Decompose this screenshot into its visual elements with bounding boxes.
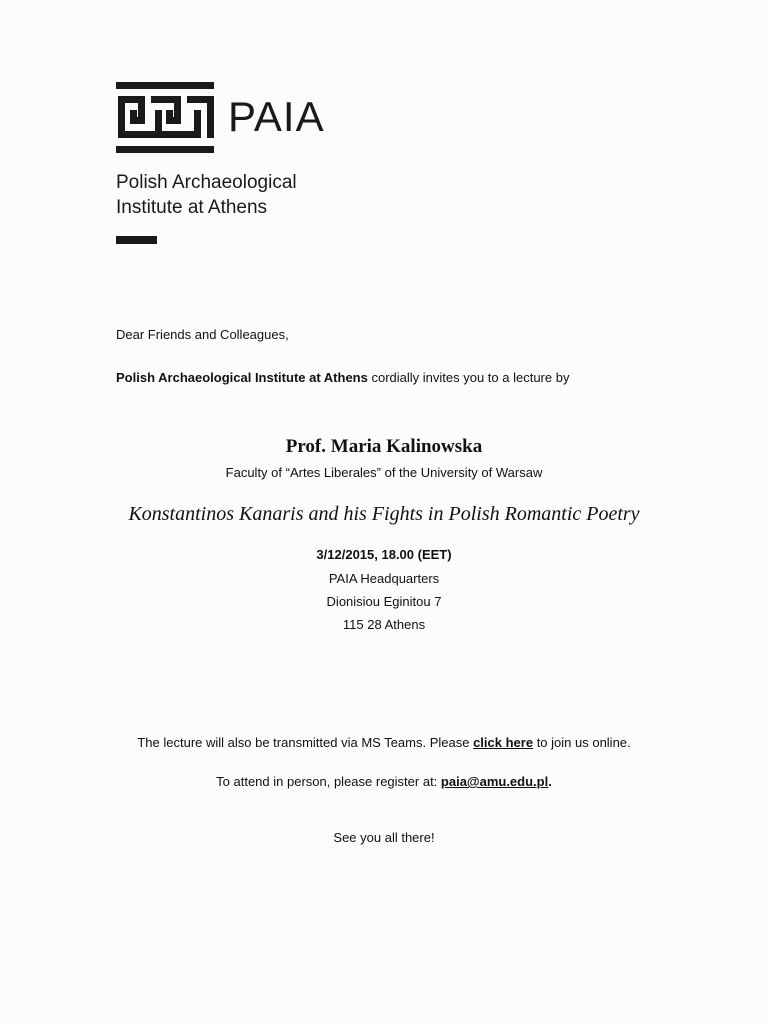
- online-info: [0, 735, 768, 751]
- logo-underline-bar: [116, 236, 157, 244]
- greeting: Dear Friends and Colleagues,: [116, 327, 289, 342]
- invitation-line: [116, 370, 569, 386]
- closing-line: See you all there!: [333, 830, 435, 845]
- register-email-link[interactable]: paia@amu.edu.pl: [440, 774, 549, 789]
- lecture-datetime: 3/12/2015, 18.00 (EET): [316, 547, 452, 562]
- invite-organization: Polish Archaeological Institute at Athens: [116, 370, 368, 385]
- venue-line-1: PAIA Headquarters: [328, 571, 440, 586]
- online-text-after: to join us online.: [533, 735, 631, 750]
- logo-acronym: PAIA: [228, 93, 325, 140]
- invite-text: cordially invites you to a lecture by: [367, 370, 570, 385]
- venue-line-3: 115 28 Athens: [342, 617, 426, 632]
- join-online-link[interactable]: click here: [473, 735, 534, 750]
- greek-key-meander-icon: [116, 82, 214, 156]
- venue-line-2: Dionisiou Eginitou 7: [326, 594, 442, 609]
- logo-institute-name: [116, 170, 297, 220]
- register-text-before: To attend in person, please register at:: [216, 774, 441, 789]
- register-text-after: .: [548, 774, 552, 789]
- logo-name-line-1: Polish Archaeological: [116, 172, 297, 193]
- register-info: [0, 774, 768, 790]
- speaker-name: Prof. Maria Kalinowska: [285, 436, 483, 457]
- logo-name-line-2: Institute at Athens: [116, 197, 268, 218]
- online-text-before: The lecture will also be transmitted via MS Teams. Please: [137, 735, 474, 750]
- speaker-affiliation: Faculty of “Artes Liberales” of the University of Warsaw: [225, 465, 543, 480]
- lecture-title: Konstantinos Kanaris and his Fights in Polish Romantic Poetry: [128, 503, 640, 525]
